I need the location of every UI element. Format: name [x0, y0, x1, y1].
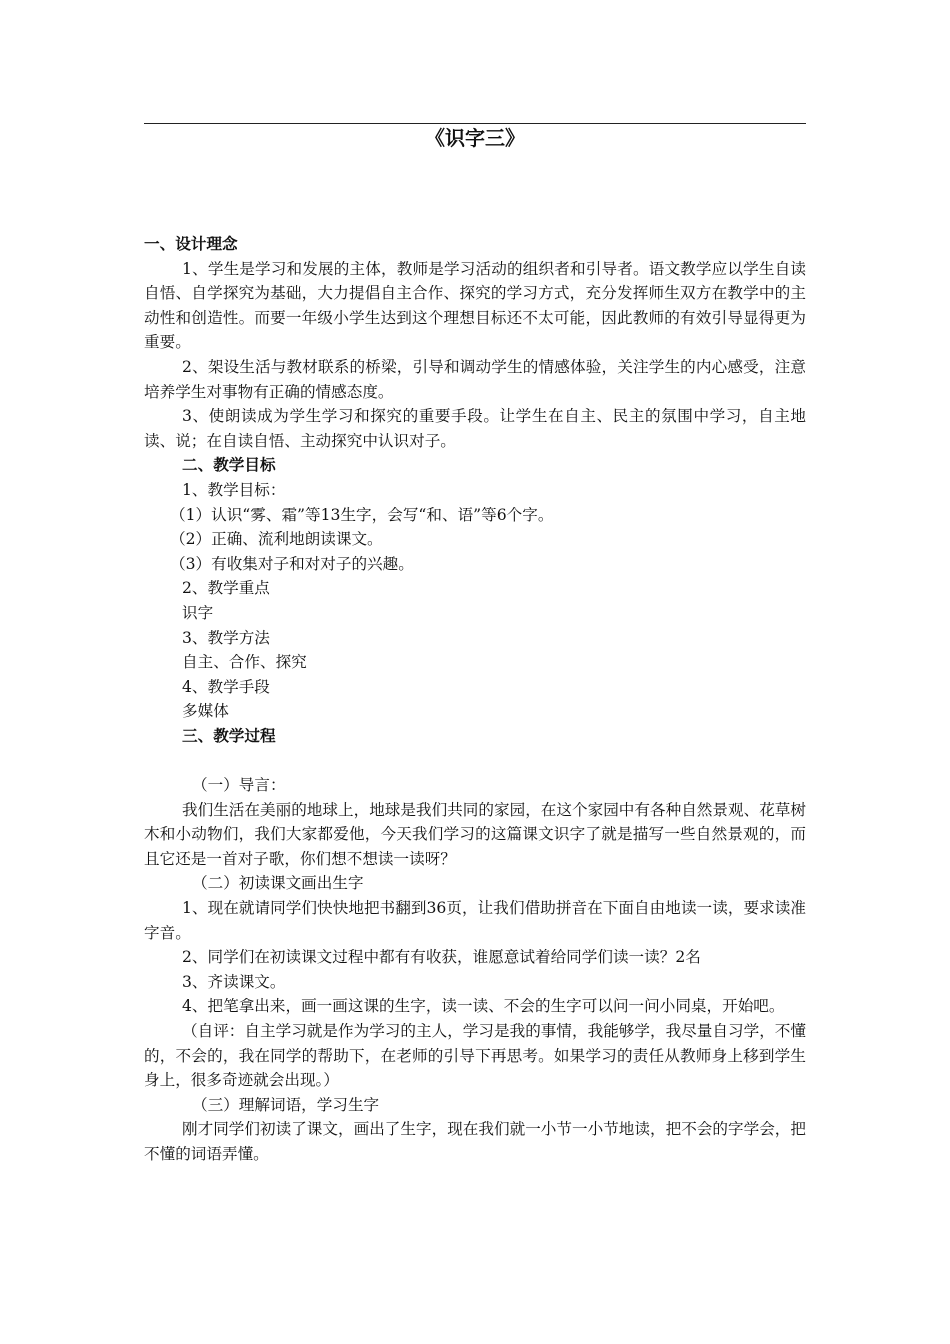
subheading: （三）理解词语，学习生字 — [192, 1095, 380, 1114]
subheading: （一）导言： — [192, 776, 286, 795]
list-item: 3、教学方法 — [182, 628, 270, 647]
list-item: 4、教学手段 — [182, 677, 270, 696]
paragraph: 1、现在就请同学们快快地把书翻到36页，让我们借助拼音在下面自由地读一读，要求读准字音。 — [144, 899, 806, 942]
paragraph: 2、架设生活与教材联系的桥梁，引导和调动学生的情感体验，关注学生的内心感受，注意培养学生对事物有正确的情感态度。 — [144, 357, 806, 401]
section-heading-process: 三、教学过程 — [182, 726, 276, 745]
list-item: （1）认识“雾、霜”等13生字，会写“和、语”等6个字。 — [170, 505, 554, 524]
subheading: （二）初读课文画出生字 — [192, 874, 364, 893]
document-body — [144, 232, 806, 1167]
section-heading-design: 一、设计理念 — [144, 235, 238, 253]
paragraph: 我们生活在美丽的地球上，地球是我们共同的家园，在这个家园中有各种自然景观、花草树木和小动物们，我们大家都爱他，今天我们学习的这篇课文识字了就是描写一些自然景观的，而且它还是一首对子歌，你们想不想读一读呀？ — [144, 800, 806, 868]
list-item: 1、教学目标： — [182, 480, 286, 499]
paragraph: 刚才同学们初读了课文，画出了生字，现在我们就一小节一小节地读，把不会的字学会，把不懂的词语弄懂。 — [144, 1120, 806, 1163]
section-heading-goals: 二、教学目标 — [182, 456, 276, 475]
page-title: 《识字三》 — [425, 126, 525, 150]
list-item-value: 识字 — [182, 603, 214, 622]
paragraph: 3、齐读课文。 — [182, 972, 286, 991]
paragraph: 3、使朗读成为学生学习和探究的重要手段。让学生在自主、民主的氛围中学习，自主地读、说；在自读自悟、主动探究中认识对子。 — [144, 407, 806, 450]
paragraph: （自评：自主学习就是作为学习的主人，学习是我的事情，我能够学，我尽量自习学，不懂的，不会的，我在同学的帮助下，在老师的引导下再思考。如果学习的责任从教师身上移到学生身上，很多奇迹就会出现。） — [144, 1022, 806, 1090]
paragraph: 4、把笔拿出来，画一画这课的生字，读一读、不会的生字可以问一问小同桌，开始吧。 — [182, 997, 785, 1016]
list-item-value: 自主、合作、探究 — [182, 653, 307, 672]
spacer — [144, 748, 806, 773]
list-item: （3）有收集对子和对对子的兴趣。 — [170, 554, 414, 573]
paragraph: 1、学生是学习和发展的主体，教师是学习活动的组织者和引导者。语文教学应以学生自读自悟、自学探究为基础，大力提倡自主合作、探究的学习方式，充分发挥师生双方在教学中的主动性和创造性。而要一年级小学生达到这个理想目标还不太可能，因此教师的有效引导显得更为重要。 — [144, 259, 806, 352]
list-item-value: 多媒体 — [182, 702, 229, 721]
paragraph: 2、同学们在初读课文过程中都有有收获，谁愿意试着给同学们读一读？2名 — [182, 948, 701, 967]
list-item: （2）正确、流利地朗读课文。 — [170, 530, 383, 549]
list-item: 2、教学重点 — [182, 579, 270, 598]
